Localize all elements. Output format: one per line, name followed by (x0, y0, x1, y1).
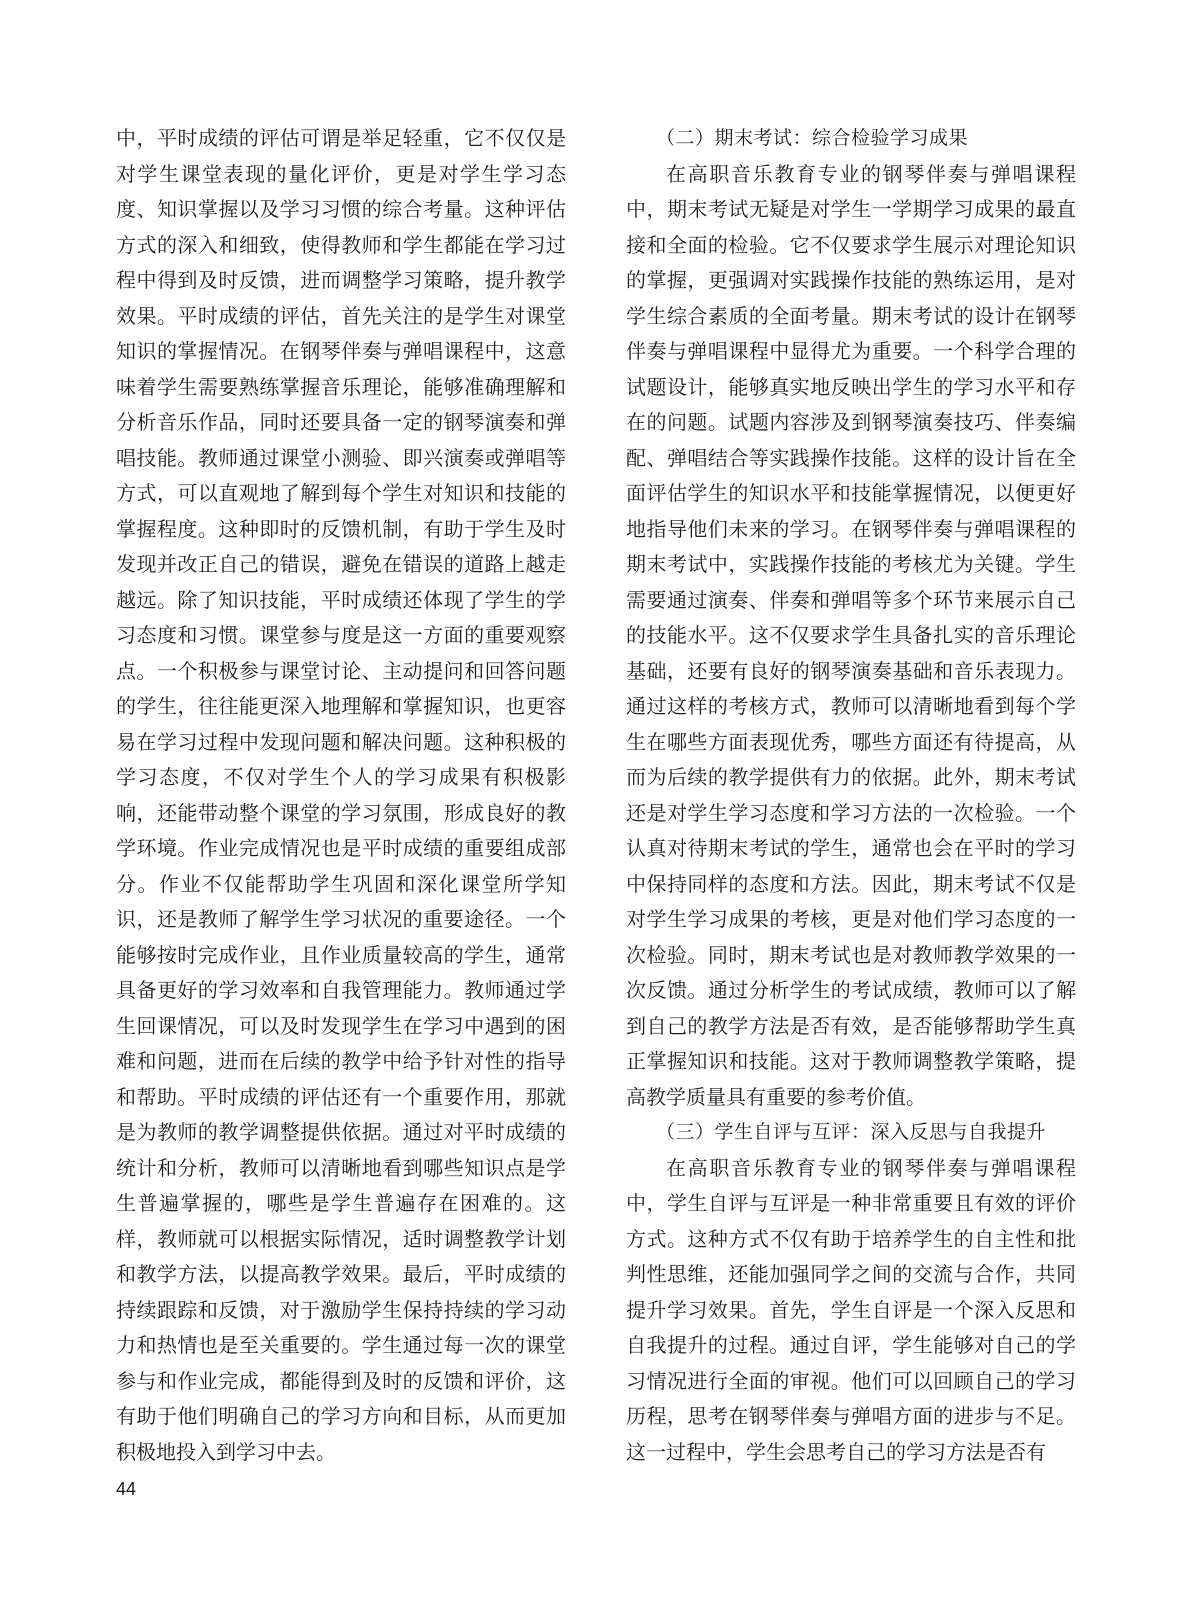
section-heading-self-evaluation: （三）学生自评与互评：深入反思与自我提升 (656, 1121, 1047, 1143)
right-column (626, 121, 1076, 1470)
body-paragraph: 中，平时成绩的评估可谓是举足轻重，它不仅仅是对学生课堂表现的量化评价，更是对学生学习态度、知识掌握以及学习习惯的综合考量。这种评估方式的深入和细致，使得教师和学生都能在学习过程中得到及时反馈，进而调整学习策略，提升教学效果。平时成绩的评估，首先关注的是学生对课堂知识的掌握情况。在钢琴伴奏与弹唱课程中，这意味着学生需要熟练掌握音乐理论，能够准确理解和分析音乐作品，同时还要具备一定的钢琴演奏和弹唱技能。教师通过课堂小测验、即兴演奏或弹唱等方式，可以直观地了解到每个学生对知识和技能的掌握程度。这种即时的反馈机制，有助于学生及时发现并改正自己的错误，避免在错误的道路上越走越远。除了知识技能，平时成绩还体现了学生的学习态度和习惯。课堂参与度是这一方面的重要观察点。一个积极参与课堂讨论、主动提问和回答问题的学生，往往能更深入地理解和掌握知识，也更容易在学习过程中发现问题和解决问题。这种积极的学习态度，不仅对学生个人的学习成果有积极影响，还能带动整个课堂的学习氛围，形成良好的教学环境。作业完成情况也是平时成绩的重要组成部分。作业不仅能帮助学生巩固和深化课堂所学知识，还是教师了解学生学习状况的重要途径。一个能够按时完成作业，且作业质量较高的学生，通常具备更好的学习效率和自我管理能力。教师通过学生回课情况，可以及时发现学生在学习中遇到的困难和问题，进而在后续的教学中给予针对性的指导和帮助。平时成绩的评估还有一个重要作用，那就是为教师的教学调整提供依据。通过对平时成绩的统计和分析，教师可以清晰地看到哪些知识点是学生普遍掌握的，哪些是学生普遍存在困难的。这样，教师就可以根据实际情况，适时调整教学计划和教学方法，以提高教学效果。最后，平时成绩的持续跟踪和反馈，对于激励学生保持持续的学习动力和热情也是至关重要的。学生通过每一次的课堂参与和作业完成，都能得到及时的反馈和评价，这有助于他们明确自己的学习方向和目标，从而更加积极地投入到学习中去。 (116, 126, 566, 1464)
body-paragraph: 在高职音乐教育专业的钢琴伴奏与弹唱课程中，学生自评与互评是一种非常重要且有效的评价方式。这种方式不仅有助于培养学生的自主性和批判性思维，还能加强同学之间的交流与合作，共同提升学习效果。首先，学生自评是一个深入反思和自我提升的过程。通过自评，学生能够对自己的学习情况进行全面的审视。他们可以回顾自己的学习历程，思考在钢琴伴奏与弹唱方面的进步与不足。这一过程中，学生会思考自己的学习方法是否有 (626, 1155, 1076, 1464)
page-number: 44 (116, 1479, 137, 1499)
body-paragraph: 在高职音乐教育专业的钢琴伴奏与弹唱课程中，期末考试无疑是对学生一学期学习成果的最直接和全面的检验。它不仅要求学生展示对理论知识的掌握，更强调对实践操作技能的熟练运用，是对学生综合素质的全面考量。期末考试的设计在钢琴伴奏与弹唱课程中显得尤为重要。一个科学合理的试题设计，能够真实地反映出学生的学习水平和存在的问题。试题内容涉及到钢琴演奏技巧、伴奏编配、弹唱结合等实践操作技能。这样的设计旨在全面评估学生的知识水平和技能掌握情况，以便更好地指导他们未来的学习。在钢琴伴奏与弹唱课程的期末考试中，实践操作技能的考核尤为关键。学生需要通过演奏、伴奏和弹唱等多个环节来展示自己的技能水平。这不仅要求学生具备扎实的音乐理论基础，还要有良好的钢琴演奏基础和音乐表现力。通过这样的考核方式，教师可以清晰地看到每个学生在哪些方面表现优秀，哪些方面还有待提高，从而为后续的教学提供有力的依据。此外，期末考试还是对学生学习态度和学习方法的一次检验。一个认真对待期末考试的学生，通常也会在平时的学习中保持同样的态度和方法。因此，期末考试不仅是对学生学习成果的考核，更是对他们学习态度的一次检验。同时，期末考试也是对教师教学效果的一次反馈。通过分析学生的考试成绩，教师可以了解到自己的教学方法是否有效，是否能够帮助学生真正掌握知识和技能。这对于教师调整教学策略，提高教学质量具有重要的参考价值。 (626, 161, 1076, 1109)
section-heading-final-exam: （二）期末考试：综合检验学习成果 (656, 127, 969, 149)
left-column (116, 121, 566, 1470)
